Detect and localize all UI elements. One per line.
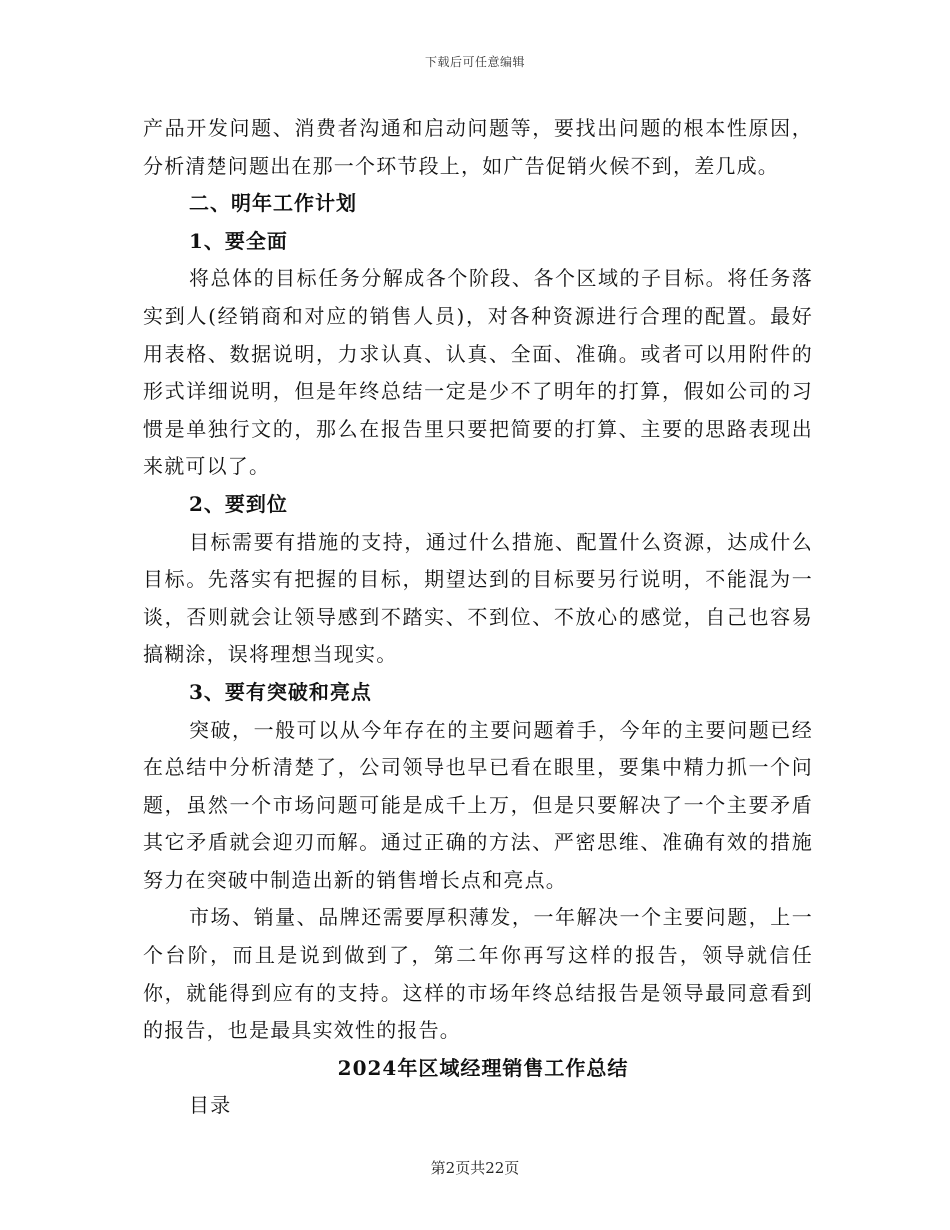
paragraph-market: 市场、销量、品牌还需要厚积薄发，一年解决一个主要问题，上一个台阶，而且是说到做到了，第二年你再写这样的报告，领导就信任你，就能得到应有的支持。这样的市场年终总结报告是领导最同意看到的报告，也是最具实效性的报告。 [143, 905, 813, 1043]
section-heading-plan: 二、明年工作计划 [189, 191, 357, 216]
paragraph-comprehensive: 将总体的目标任务分解成各个阶段、各个区域的子目标。将任务落实到人(经销商和对应的销售人员)，对各种资源进行合理的配置。最好用表格、数据说明，力求认真、认真、全面、准确。或者可以用附件的形式详细说明，但是年终总结一定是少不了明年的打算，假如公司的习惯是单独行文的，那么在报告里只要把简要的打算、主要的思路表现出来就可以了。 [143, 266, 813, 479]
subheading-breakthrough: 3、要有突破和亮点 [189, 679, 372, 704]
paragraph-in-place: 目标需要有措施的支持，通过什么措施、配置什么资源，达成什么目标。先落实有把握的目标，期望达到的目标要另行说明，不能混为一谈，否则就会让领导感到不踏实、不到位、不放心的感觉，自己也容易搞糊涂，误将理想当现实。 [143, 529, 813, 667]
document-title: 2024年区域经理销售工作总结 [337, 1055, 629, 1080]
paragraph-breakthrough: 突破，一般可以从今年存在的主要问题着手，今年的主要问题已经在总结中分析清楚了，公司领导也早已看在眼里，要集中精力抓一个问题，虽然一个市场问题可能是成千上万，但是只要解决了一个主要矛盾其它矛盾就会迎刃而解。通过正确的方法、严密思维、准确有效的措施努力在突破中制造出新的销售增长点和亮点。 [143, 717, 813, 892]
subheading-in-place: 2、要到位 [189, 491, 288, 516]
toc-label: 目录 [189, 1093, 232, 1118]
page-header-note: 下载后可任意编辑 [424, 55, 525, 69]
subheading-comprehensive: 1、要全面 [189, 228, 288, 253]
page-number: 第2页共22页 [430, 1159, 520, 1177]
document-body [143, 110, 813, 1125]
paragraph-problem-analysis: 产品开发问题、消费者沟通和启动问题等，要找出问题的根本性原因，分析清楚问题出在那一个环节段上，如广告促销火候不到，差几成。 [143, 116, 813, 178]
